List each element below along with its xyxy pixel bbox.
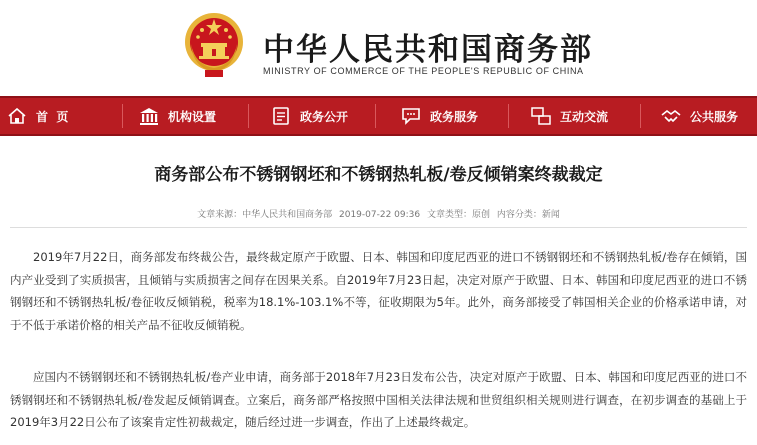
nav-item-organization[interactable] bbox=[138, 98, 216, 134]
article-paragraph: 2019年7月22日，商务部发布终裁公告，最终裁定原产于欧盟、日本、韩国和印度尼西亚的进口不锈钢钢坯和不锈钢热轧板/卷存在倾销，国内产业受到了实质损害，且倾销与实质损害之间存在因果关系。自2019年7月23日起，决定对原产于欧盟、日本、韩国和印度尼西亚的进口不锈钢钢坯和不锈钢热轧板/卷征收反倾销税，税率为18.1%-103.1%不等，征收期限为5年。此外，商务部接受了韩国相关企业的价格承诺申请，对于不低于承诺价格的相关产品不征收反倾销税。 bbox=[10, 250, 747, 332]
article-title: 商务部公布不锈钢钢坯和不锈钢热轧板/卷反倾销案终裁裁定 bbox=[154, 165, 603, 185]
site-header bbox=[0, 0, 757, 96]
chat-icon bbox=[400, 105, 422, 127]
nav-item-government-services[interactable] bbox=[400, 98, 478, 134]
document-icon bbox=[270, 105, 292, 127]
article-paragraph: 应国内不锈钢钢坯和不锈钢热轧板/卷产业申请，商务部于2018年7月23日发布公告，决定对原产于欧盟、日本、韩国和印度尼西亚的进口不锈钢钢坯和不锈钢热轧板/卷发起反倾销调查。立案后，商务部严格按照中国相关法律法规和世贸组织相关规则进行调查，在初步调查的基础上于2019年3月22日公布了该案肯定性初裁裁定，随后经过进一步调查，作出了上述最终裁定。 bbox=[10, 370, 747, 429]
nav-separator bbox=[122, 104, 123, 128]
site-title: 中华人民共和国商务部 bbox=[263, 32, 593, 68]
article-meta bbox=[0, 207, 757, 220]
nav-item-home[interactable] bbox=[6, 98, 68, 134]
article-date: 2019-07-22 09:36 bbox=[339, 210, 421, 220]
national-emblem-icon bbox=[183, 10, 245, 78]
article-source: 文章来源：中华人民共和国商务部 bbox=[197, 210, 333, 220]
nav-separator bbox=[508, 104, 509, 128]
home-icon bbox=[6, 105, 28, 127]
main-nav bbox=[0, 96, 757, 136]
article-category: 内容分类：新闻 bbox=[496, 210, 560, 220]
nav-label-home: 首 页 bbox=[36, 109, 69, 124]
nav-label-government-services: 政务服务 bbox=[430, 109, 479, 124]
nav-item-interaction[interactable] bbox=[530, 98, 608, 134]
nav-separator bbox=[640, 104, 641, 128]
site-subtitle: MINISTRY OF COMMERCE OF THE PEOPLE'S REPUBLIC OF CHINA bbox=[263, 66, 584, 76]
nav-label-government-affairs: 政务公开 bbox=[300, 109, 349, 124]
article-type: 文章类型：原创 bbox=[426, 210, 490, 220]
nav-label-interaction: 互动交流 bbox=[560, 109, 609, 124]
handshake-icon bbox=[660, 105, 682, 127]
nav-separator bbox=[248, 104, 249, 128]
building-icon bbox=[138, 105, 160, 127]
interaction-icon bbox=[530, 105, 552, 127]
meta-divider bbox=[10, 227, 747, 228]
nav-separator bbox=[375, 104, 376, 128]
nav-item-government-affairs[interactable] bbox=[270, 98, 348, 134]
nav-label-organization: 机构设置 bbox=[168, 109, 217, 124]
nav-label-public-services: 公共服务 bbox=[690, 109, 739, 124]
nav-item-public-services[interactable] bbox=[660, 98, 738, 134]
